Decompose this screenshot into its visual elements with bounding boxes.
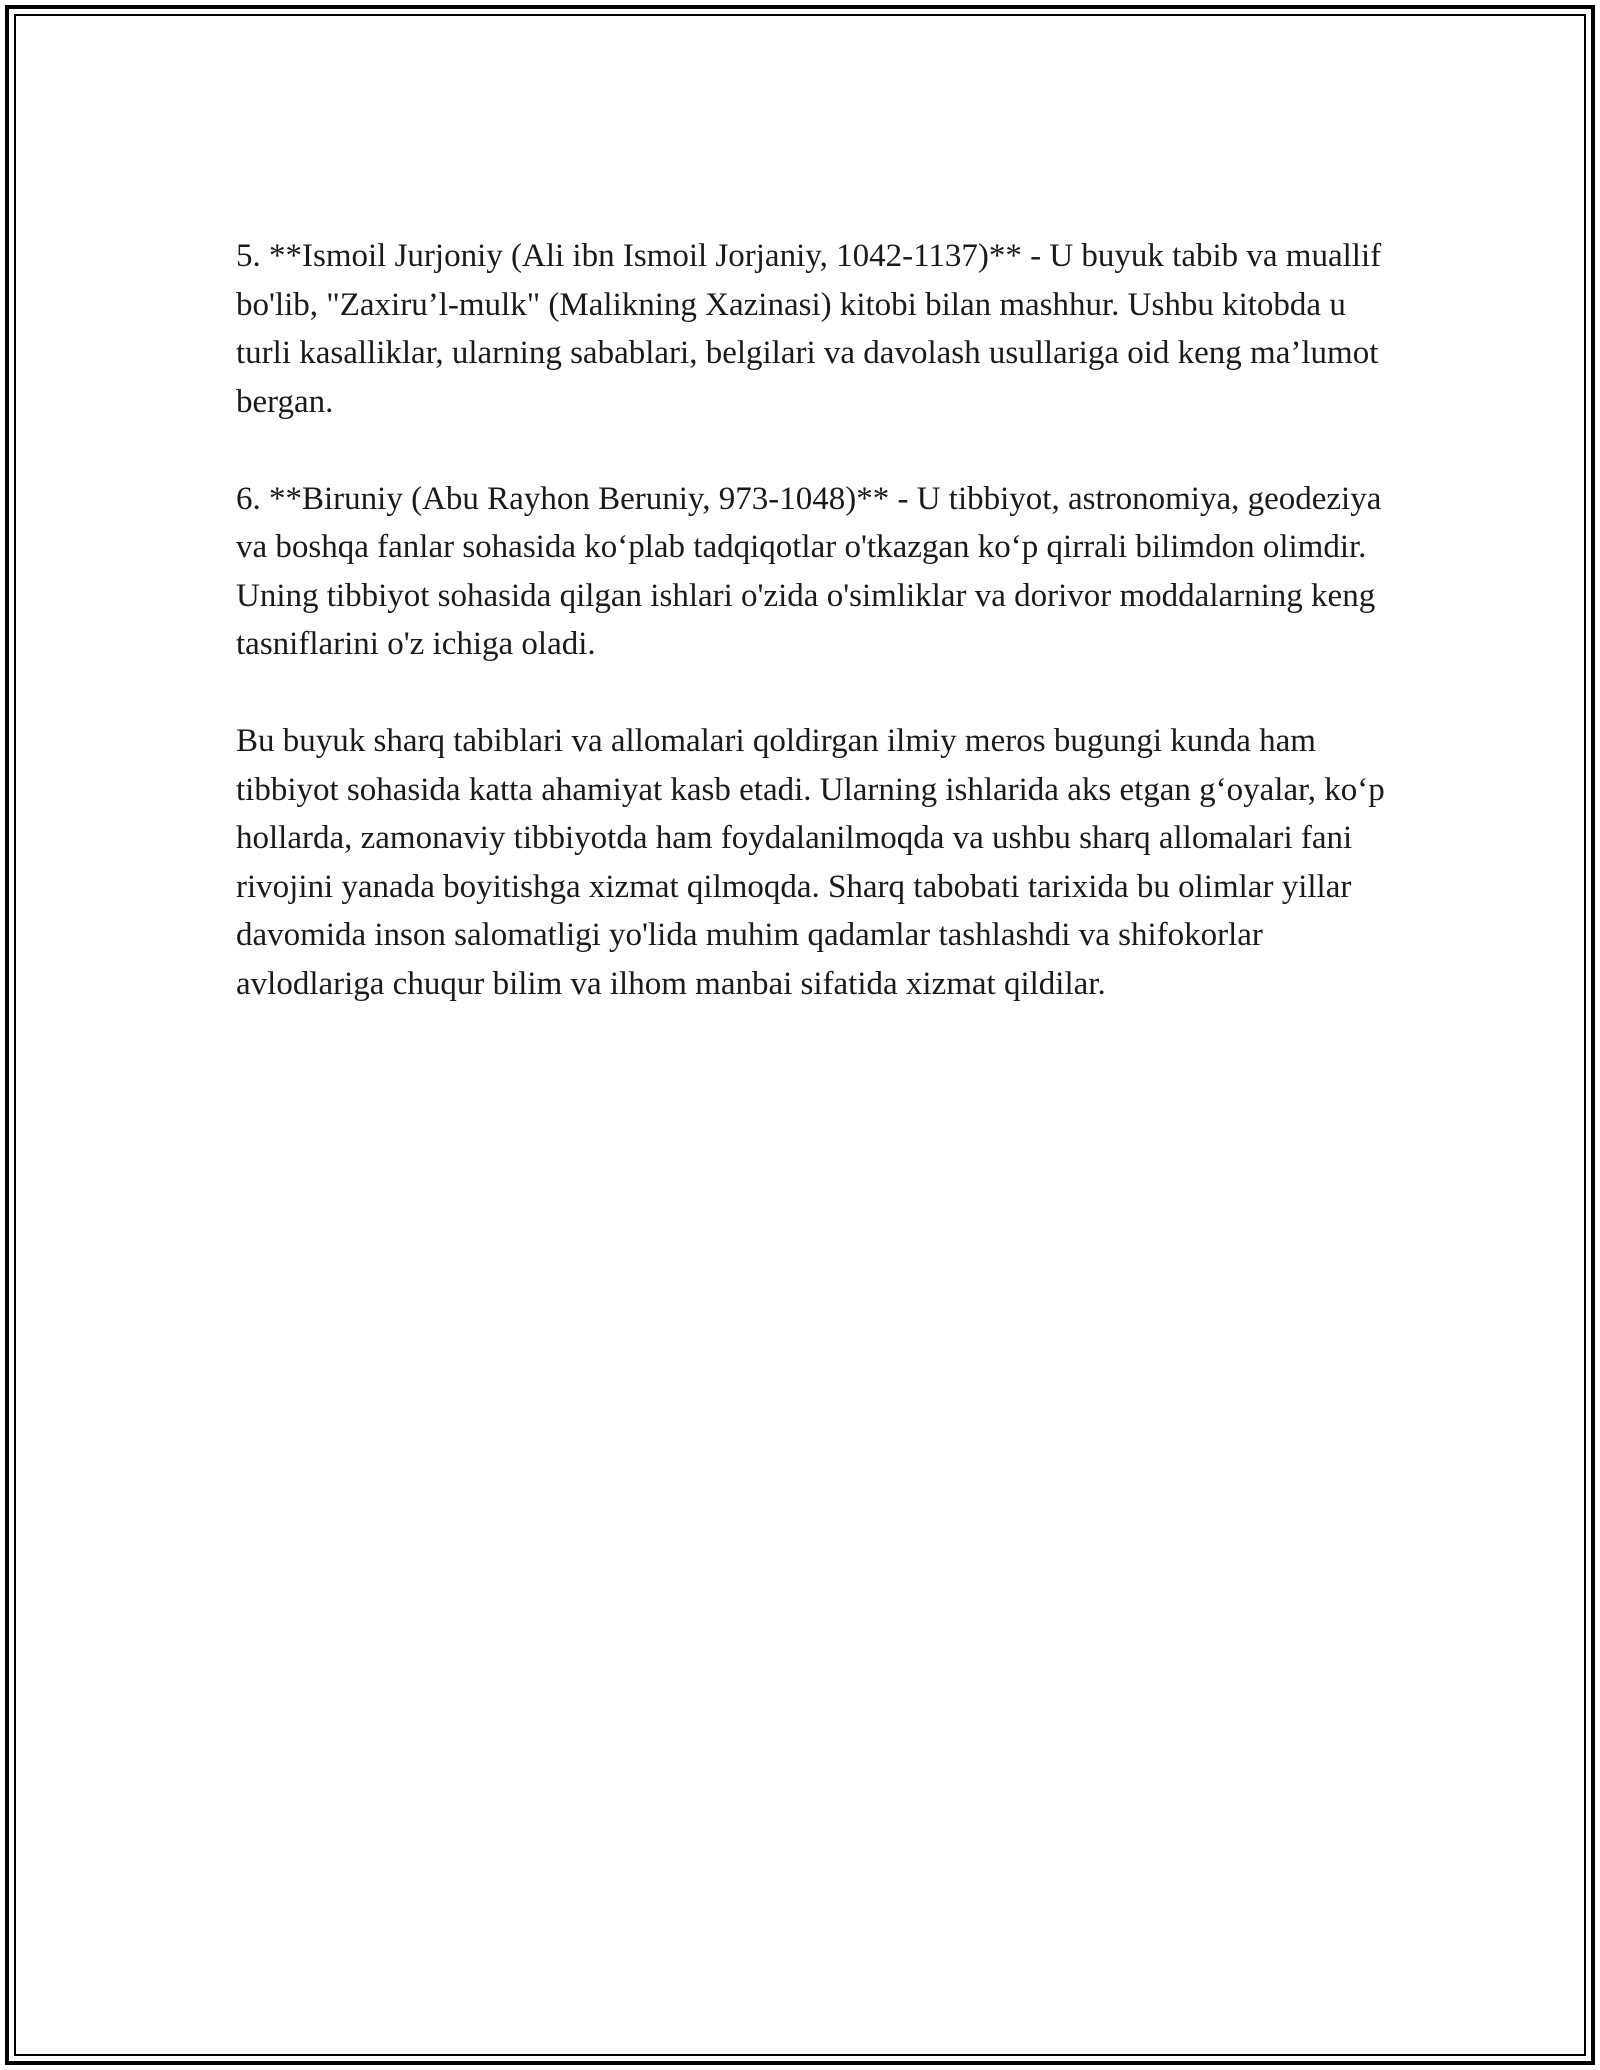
paragraph-conclusion: Bu buyuk sharq tabiblari va allomalari qoldirgan ilmiy meros bugungi kunda ham tibbiyot sohasida katta ahamiyat kasb etadi. Ularning ishlarida aks etgan g‘oyalar, ko‘p hollarda, zamonaviy tibbiyotda ham foydalanilmoqda va ushbu sharq allomalari fani rivojini yanada boyitishga xizmat qilmoqda. Sharq tabobati tarixida bu olimlar yillar davomida inson salomatligi yo'lida muhim qadamlar tashlashdi va shifokorlar avlodlariga chuqur bilim va ilhom manbai sifatida xizmat qildilar. (236, 723, 1385, 1002)
document-body (236, 232, 1396, 1057)
paragraph-jurjoniy: 5. **Ismoil Jurjoniy (Ali ibn Ismoil Jorjaniy, 1042-1137)** - U buyuk tabib va muallif bo'lib, "Zaxiru’l-mulk" (Malikning Xazinasi) kitobi bilan mashhur. Ushbu kitobda u turli kasalliklar, ularning sabablari, belgilari va davolash usullariga oid keng ma’lumot bergan. (236, 238, 1382, 420)
paragraph-biruniy: 6. **Biruniy (Abu Rayhon Beruniy, 973-1048)** - U tibbiyot, astronomiya, geodeziya va boshqa fanlar sohasida ko‘plab tadqiqotlar o'tkazgan ko‘p qirrali bilimdon olimdir. Uning tibbiyot sohasida qilgan ishlari o'zida o'simliklar va dorivor moddalarning keng tasniflarini o'z ichiga oladi. (236, 480, 1382, 662)
